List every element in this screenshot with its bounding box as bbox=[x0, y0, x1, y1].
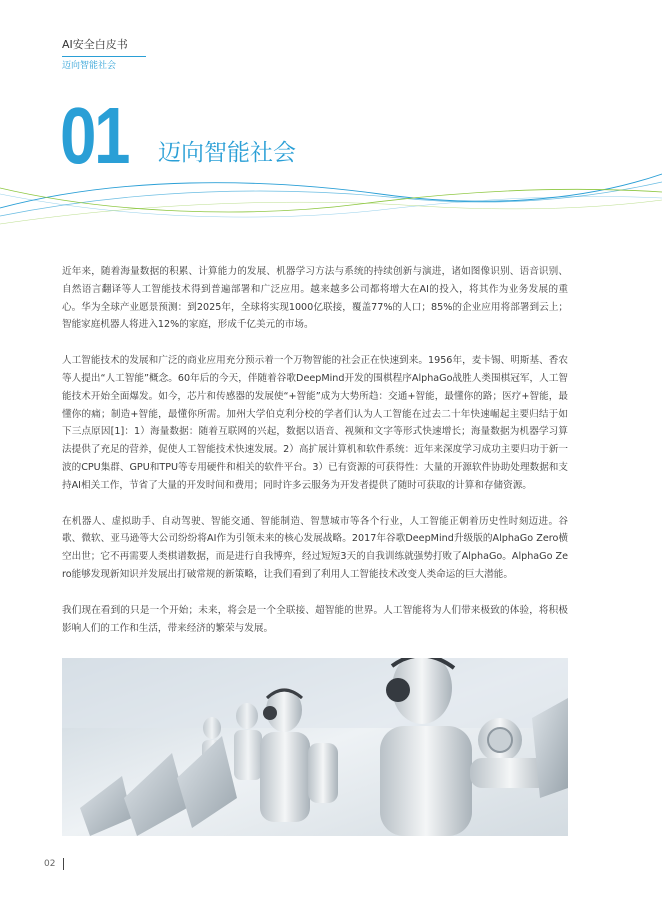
page-number: 02 bbox=[44, 859, 56, 869]
header-divider bbox=[62, 56, 146, 57]
footer-divider bbox=[63, 858, 64, 870]
robots-illustration bbox=[62, 658, 568, 836]
section-name: 迈向智能社会 bbox=[62, 61, 117, 71]
paragraph-4: 我们现在看到的只是一个开始；未来，将会是一个全联接、超智能的世界。人工智能将为人们带来极致的体验，将积极影响人们的工作和生活，带来经济的繁荣与发展。 bbox=[62, 604, 568, 634]
chapter-number: 01 bbox=[60, 91, 129, 180]
paragraph-1: 近年来，随着海量数据的积累、计算能力的发展、机器学习方法与系统的持续创新与演进，诸如图像识别、语音识别、自然语言翻译等人工智能技术得到普遍部署和广泛应用。越来越多公司都将增大在AI的投入，将其作为业务发展的重心。华为全球产业愿景预测：到2025年，全球将实现1000亿联接，覆盖77%的人口；85%的企业应用将部署到云上；智能家庭机器人将进入12%的家庭，形成千亿美元的市场。 bbox=[62, 266, 568, 331]
paragraph-3: 在机器人、虚拟助手、自动驾驶、智能交通、智能制造、智慧城市等各个行业，人工智能正朝着历史性时刻迈进。谷歌、微软、亚马逊等大公司纷纷将AI作为引领未来的核心发展战略。2017年谷歌DeepMind升级版的AlphaGo Zero横空出世；它不再需要人类棋谱数据，而是进行自我博弈，经过短短3天的自我训练就强势打败了AlphaGo。AlphaGo Zero能够发现新知识并发展出打破常规的新策略，让我们看到了利用人工智能技术改变人类命运的巨大潜能。 bbox=[62, 515, 568, 580]
running-header bbox=[62, 38, 146, 72]
document-title: AI安全白皮书 bbox=[62, 38, 128, 51]
robots-photo bbox=[62, 658, 568, 836]
chapter-title: 迈向智能社会 bbox=[158, 140, 296, 166]
decorative-waves bbox=[0, 168, 662, 238]
body-text bbox=[62, 263, 568, 655]
paragraph-2: 人工智能技术的发展和广泛的商业应用充分预示着一个万物智能的社会正在快速到来。1956年，麦卡锡、明斯基、香农等人提出“人工智能”概念。60年后的今天，伴随着谷歌DeepMind开发的围棋程序AlphaGo战胜人类围棋冠军，人工智能技术开始全面爆发。如今，芯片和传感器的发展使“+智能”成为大势所趋：交通+智能，最懂你的路；医疗+智能，最懂你的痛；制造+智能，最懂你所需。加州大学伯克利分校的学者们认为人工智能在过去二十年快速崛起主要归结于如下三点原因[1]：1）海量数据：随着互联网的兴起，数据以语音、视频和文字等形式快速增长；海量数据为机器学习算法提供了充足的营养，促使人工智能技术快速发展。2）高扩展计算机和软件系统：近年来深度学习成功主要归功于新一波的CPU集群、GPU和TPU等专用硬件和相关的软件平台。3）已有资源的可获得性：大量的开源软件协助处理数据和支持AI相关工作，节省了大量的开发时间和费用；同时许多云服务为开发者提供了随时可获取的计算和存储资源。 bbox=[62, 355, 568, 491]
